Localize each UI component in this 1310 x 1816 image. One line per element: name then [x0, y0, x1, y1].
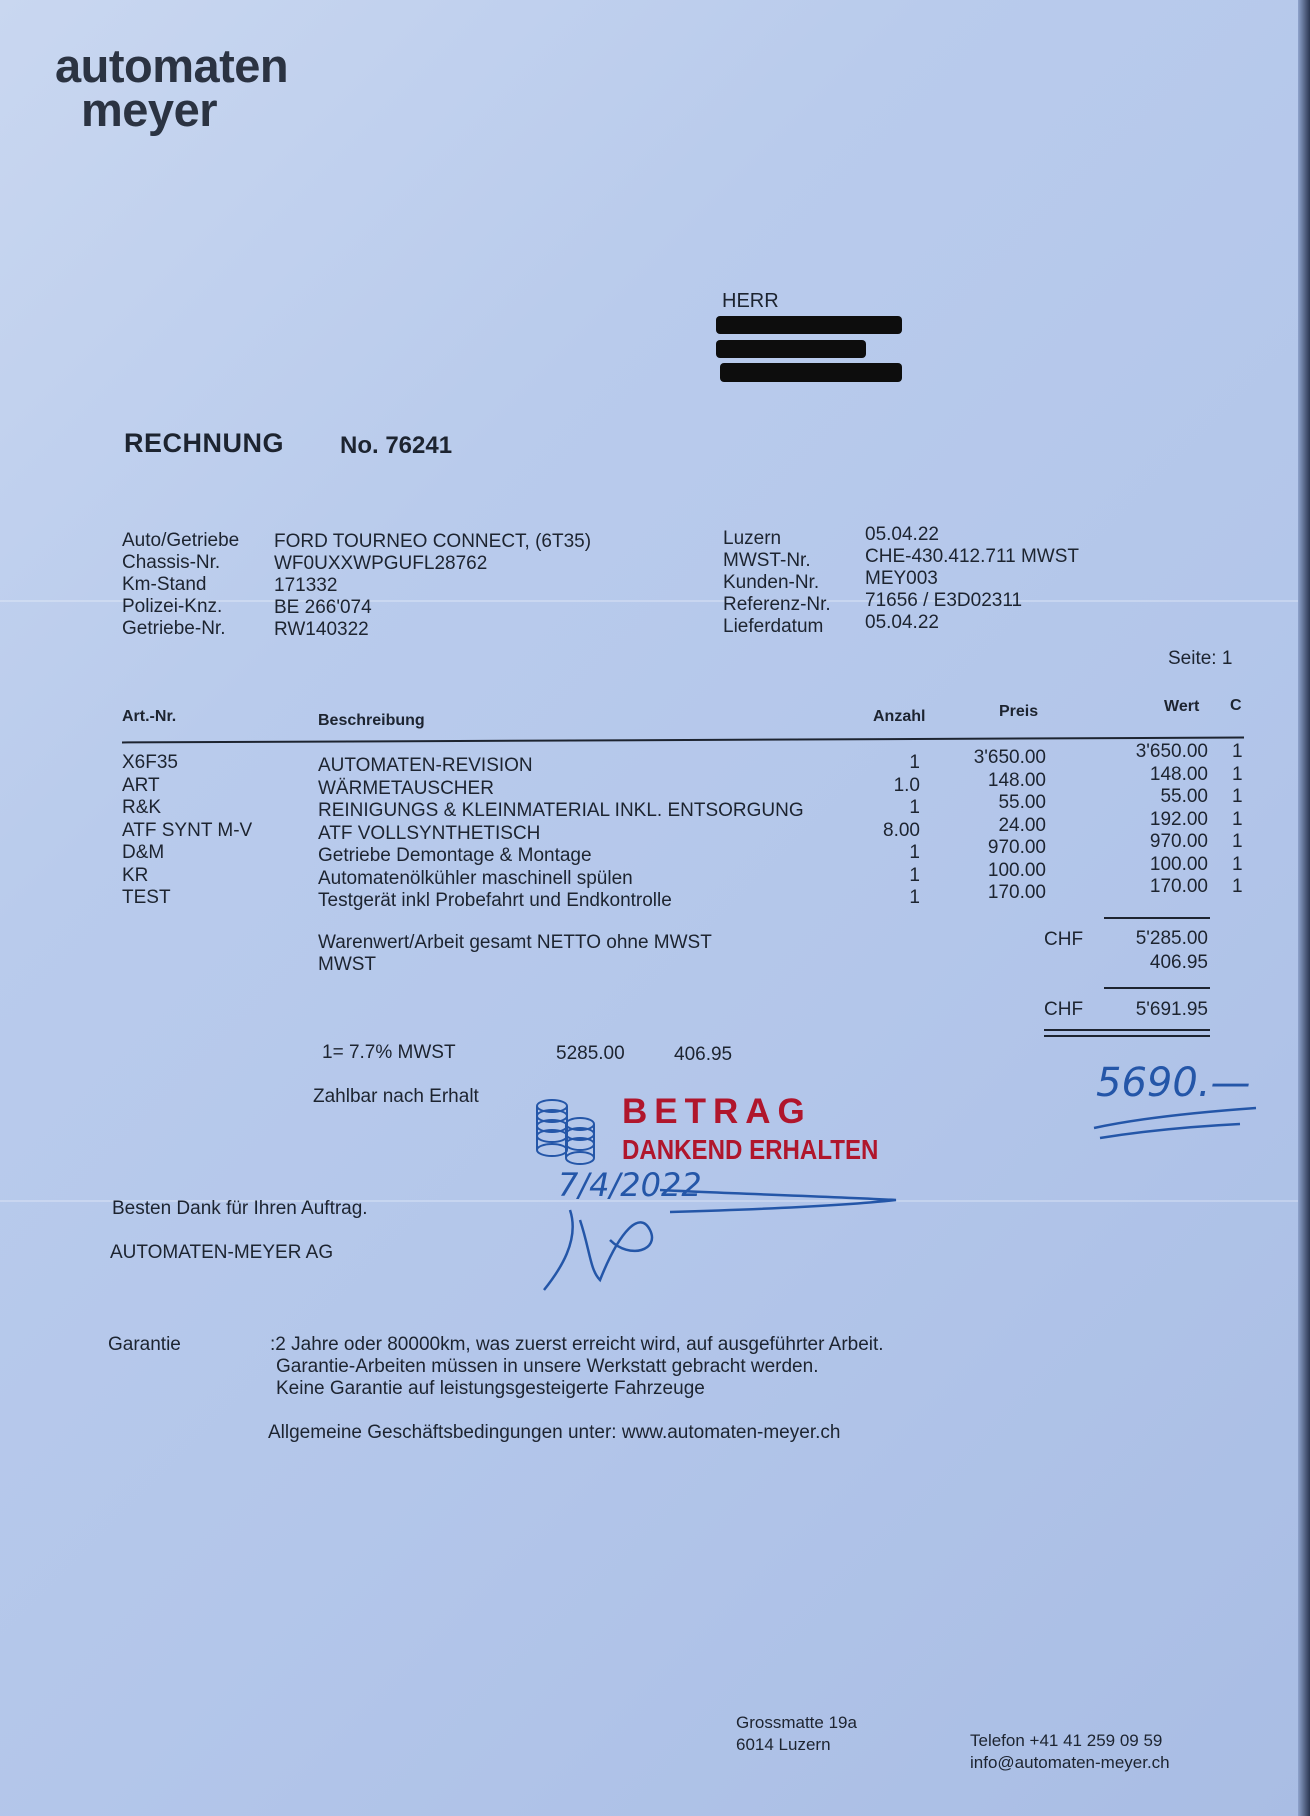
table-cell: KR — [122, 864, 149, 886]
vehicle-value: FORD TOURNEO CONNECT, (6T35) — [274, 531, 592, 552]
vehicle-label: Polizei-Knz. — [122, 596, 223, 617]
table-cell: 1 — [909, 864, 920, 886]
table-cell: 170.00 — [1149, 876, 1208, 897]
table-cell: 970.00 — [987, 837, 1046, 858]
header-art-nr: Art.-Nr. — [122, 708, 177, 725]
vehicle-label: Auto/Getriebe — [122, 530, 240, 551]
vehicle-labels — [122, 530, 239, 640]
column-art-nr — [122, 752, 252, 910]
table-cell: 1 — [909, 752, 920, 773]
table-cell: REINIGUNGS & KLEINMATERIAL INKL. ENTSORGUNG — [318, 800, 804, 821]
vehicle-label: Getriebe-Nr. — [122, 618, 226, 639]
footer-contact — [970, 1730, 1170, 1774]
meta-label: MWST-Nr. — [723, 550, 811, 571]
table-cell: 1 — [1232, 853, 1243, 875]
table-cell: 148.00 — [1149, 763, 1208, 785]
table-cell: ATF SYNT M-V — [122, 819, 253, 841]
table-cell: WÄRMETAUSCHER — [318, 777, 494, 799]
coins-icon — [532, 1092, 600, 1173]
table-cell: 24.00 — [998, 814, 1046, 836]
subtotal-rule — [1104, 917, 1210, 919]
column-price — [930, 747, 1046, 905]
table-cell: 55.00 — [1160, 786, 1208, 807]
header-description: Beschreibung — [318, 712, 425, 729]
table-cell: 148.00 — [987, 769, 1046, 791]
payable-note: Zahlbar nach Erhalt — [313, 1086, 479, 1107]
stamp-line-2: DANKEND ERHALTEN — [622, 1134, 879, 1165]
header-quantity: Anzahl — [873, 708, 926, 725]
recipient-salutation: HERR — [722, 290, 779, 312]
net-label: Warenwert/Arbeit gesamt NETTO ohne MWST — [318, 932, 712, 953]
header-value: Wert — [1164, 698, 1200, 715]
table-cell: 970.00 — [1149, 831, 1208, 852]
vat-value: 406.95 — [1149, 952, 1208, 973]
table-cell: D&M — [122, 842, 165, 863]
total-double-rule — [1044, 1035, 1210, 1037]
redaction-bar — [720, 363, 902, 382]
redaction-bar — [716, 340, 866, 358]
table-cell: 8.00 — [883, 819, 920, 841]
table-cell: 1 — [1232, 741, 1243, 762]
table-cell: 1 — [909, 797, 920, 818]
meta-label: Luzern — [723, 528, 782, 549]
thanks-note: Besten Dank für Ihren Auftrag. — [112, 1198, 368, 1219]
handwritten-date: 7/4/2022 — [558, 1166, 702, 1204]
logo-line-2: meyer — [81, 83, 217, 136]
table-cell: R&K — [122, 797, 162, 818]
vat-base: 5285.00 — [556, 1043, 625, 1064]
net-value: 5'285.00 — [1135, 928, 1208, 949]
total-rule — [1104, 987, 1210, 989]
page-number: Seite: 1 — [1168, 648, 1233, 669]
meta-label: Referenz-Nr. — [723, 594, 831, 615]
meta-label: Kunden-Nr. — [723, 572, 820, 593]
header-rule — [122, 737, 1244, 744]
vehicle-value: 171332 — [274, 575, 338, 596]
guarantee-label: Garantie — [108, 1334, 181, 1355]
table-cell: Testgerät inkl Probefahrt und Endkontrolle — [318, 890, 672, 911]
handwritten-amount: 5690.— — [1096, 1060, 1251, 1106]
net-currency: CHF — [1044, 929, 1084, 950]
table-cell: 170.00 — [987, 882, 1046, 903]
vehicle-value: WF0UXXWPGUFL28762 — [274, 553, 488, 574]
paper-edge — [1298, 0, 1310, 1816]
meta-value: CHE-430.412.711 MWST — [865, 546, 1080, 567]
table-cell: TEST — [122, 887, 171, 908]
meta-value: MEY003 — [865, 568, 938, 589]
table-cell: 3'650.00 — [1135, 741, 1208, 762]
vehicle-values — [274, 531, 591, 641]
logo-line-1: automaten — [55, 39, 289, 92]
table-cell: 1 — [909, 887, 920, 908]
vat-label: MWST — [318, 954, 377, 975]
table-cell: ART — [122, 774, 160, 796]
invoice-title: RECHNUNG — [124, 428, 285, 458]
table-cell: 1 — [1232, 786, 1243, 807]
vehicle-label: Chassis-Nr. — [122, 552, 221, 573]
invoice-number: No. 76241 — [340, 432, 453, 459]
amount-underline-icon — [1090, 1098, 1260, 1142]
guarantee-line: :2 Jahre oder 80000km, was zuerst erreicht wird, auf ausgeführter Arbeit. — [270, 1334, 884, 1355]
company-name: AUTOMATEN-MEYER AG — [110, 1242, 334, 1263]
table-cell: 1 — [909, 842, 920, 863]
column-description — [318, 755, 804, 913]
guarantee-line: Garantie-Arbeiten müssen in unsere Werkstatt gebracht werden. — [276, 1356, 819, 1377]
column-quantity — [850, 752, 920, 910]
meta-value: 71656 / E3D02311 — [865, 590, 1023, 611]
table-cell: 100.00 — [987, 859, 1046, 881]
column-c — [1232, 741, 1243, 899]
table-cell: AUTOMATEN-REVISION — [318, 755, 533, 776]
footer-address — [736, 1712, 857, 1756]
total-value: 5'691.95 — [1135, 999, 1208, 1020]
vat-rate: 1= 7.7% MWST — [322, 1042, 456, 1063]
table-cell: 1 — [1232, 831, 1243, 852]
vehicle-value: RW140322 — [274, 619, 369, 640]
meta-label: Lieferdatum — [723, 616, 824, 637]
meta-values — [865, 524, 1079, 634]
address-line: 6014 Luzern — [736, 1735, 831, 1754]
guarantee-line: Keine Garantie auf leistungsgesteigerte Fahrzeuge — [276, 1378, 705, 1399]
table-cell: Getriebe Demontage & Montage — [318, 845, 592, 866]
table-cell: Automatenölkühler maschinell spülen — [318, 867, 633, 889]
meta-value: 05.04.22 — [865, 612, 939, 633]
address-line: Grossmatte 19a — [736, 1713, 857, 1732]
table-cell: 1 — [1232, 876, 1243, 897]
vehicle-label: Km-Stand — [122, 574, 207, 595]
table-cell: X6F35 — [122, 752, 178, 773]
header-price: Preis — [999, 703, 1039, 720]
vat-amount: 406.95 — [674, 1044, 733, 1065]
header-c: C — [1230, 697, 1242, 714]
table-cell: ATF VOLLSYNTHETISCH — [318, 822, 541, 844]
table-cell: 1 — [1232, 763, 1243, 785]
guarantee-text — [270, 1334, 884, 1400]
footer-email[interactable]: info@automaten-meyer.ch — [970, 1753, 1170, 1772]
signature-icon — [540, 1170, 900, 1296]
vehicle-value: BE 266'074 — [274, 597, 372, 618]
company-logo — [55, 39, 289, 136]
meta-value: 05.04.22 — [865, 524, 939, 545]
table-cell: 192.00 — [1149, 808, 1208, 830]
redaction-bar — [716, 316, 902, 334]
table-cell: 1.0 — [893, 774, 920, 796]
total-currency: CHF — [1044, 999, 1084, 1020]
meta-labels — [723, 528, 831, 638]
footer-phone: Telefon +41 41 259 09 59 — [970, 1731, 1163, 1750]
table-cell: 55.00 — [998, 792, 1046, 813]
total-double-rule — [1044, 1029, 1210, 1031]
column-value — [1080, 741, 1208, 899]
table-cell: 3'650.00 — [973, 747, 1046, 768]
table-cell: 100.00 — [1149, 853, 1208, 875]
terms-link[interactable]: Allgemeine Geschäftsbedingungen unter: www.automaten-meyer.ch — [268, 1422, 841, 1443]
stamp-line-1: BETRAG — [622, 1092, 812, 1131]
table-cell: 1 — [1232, 808, 1243, 830]
